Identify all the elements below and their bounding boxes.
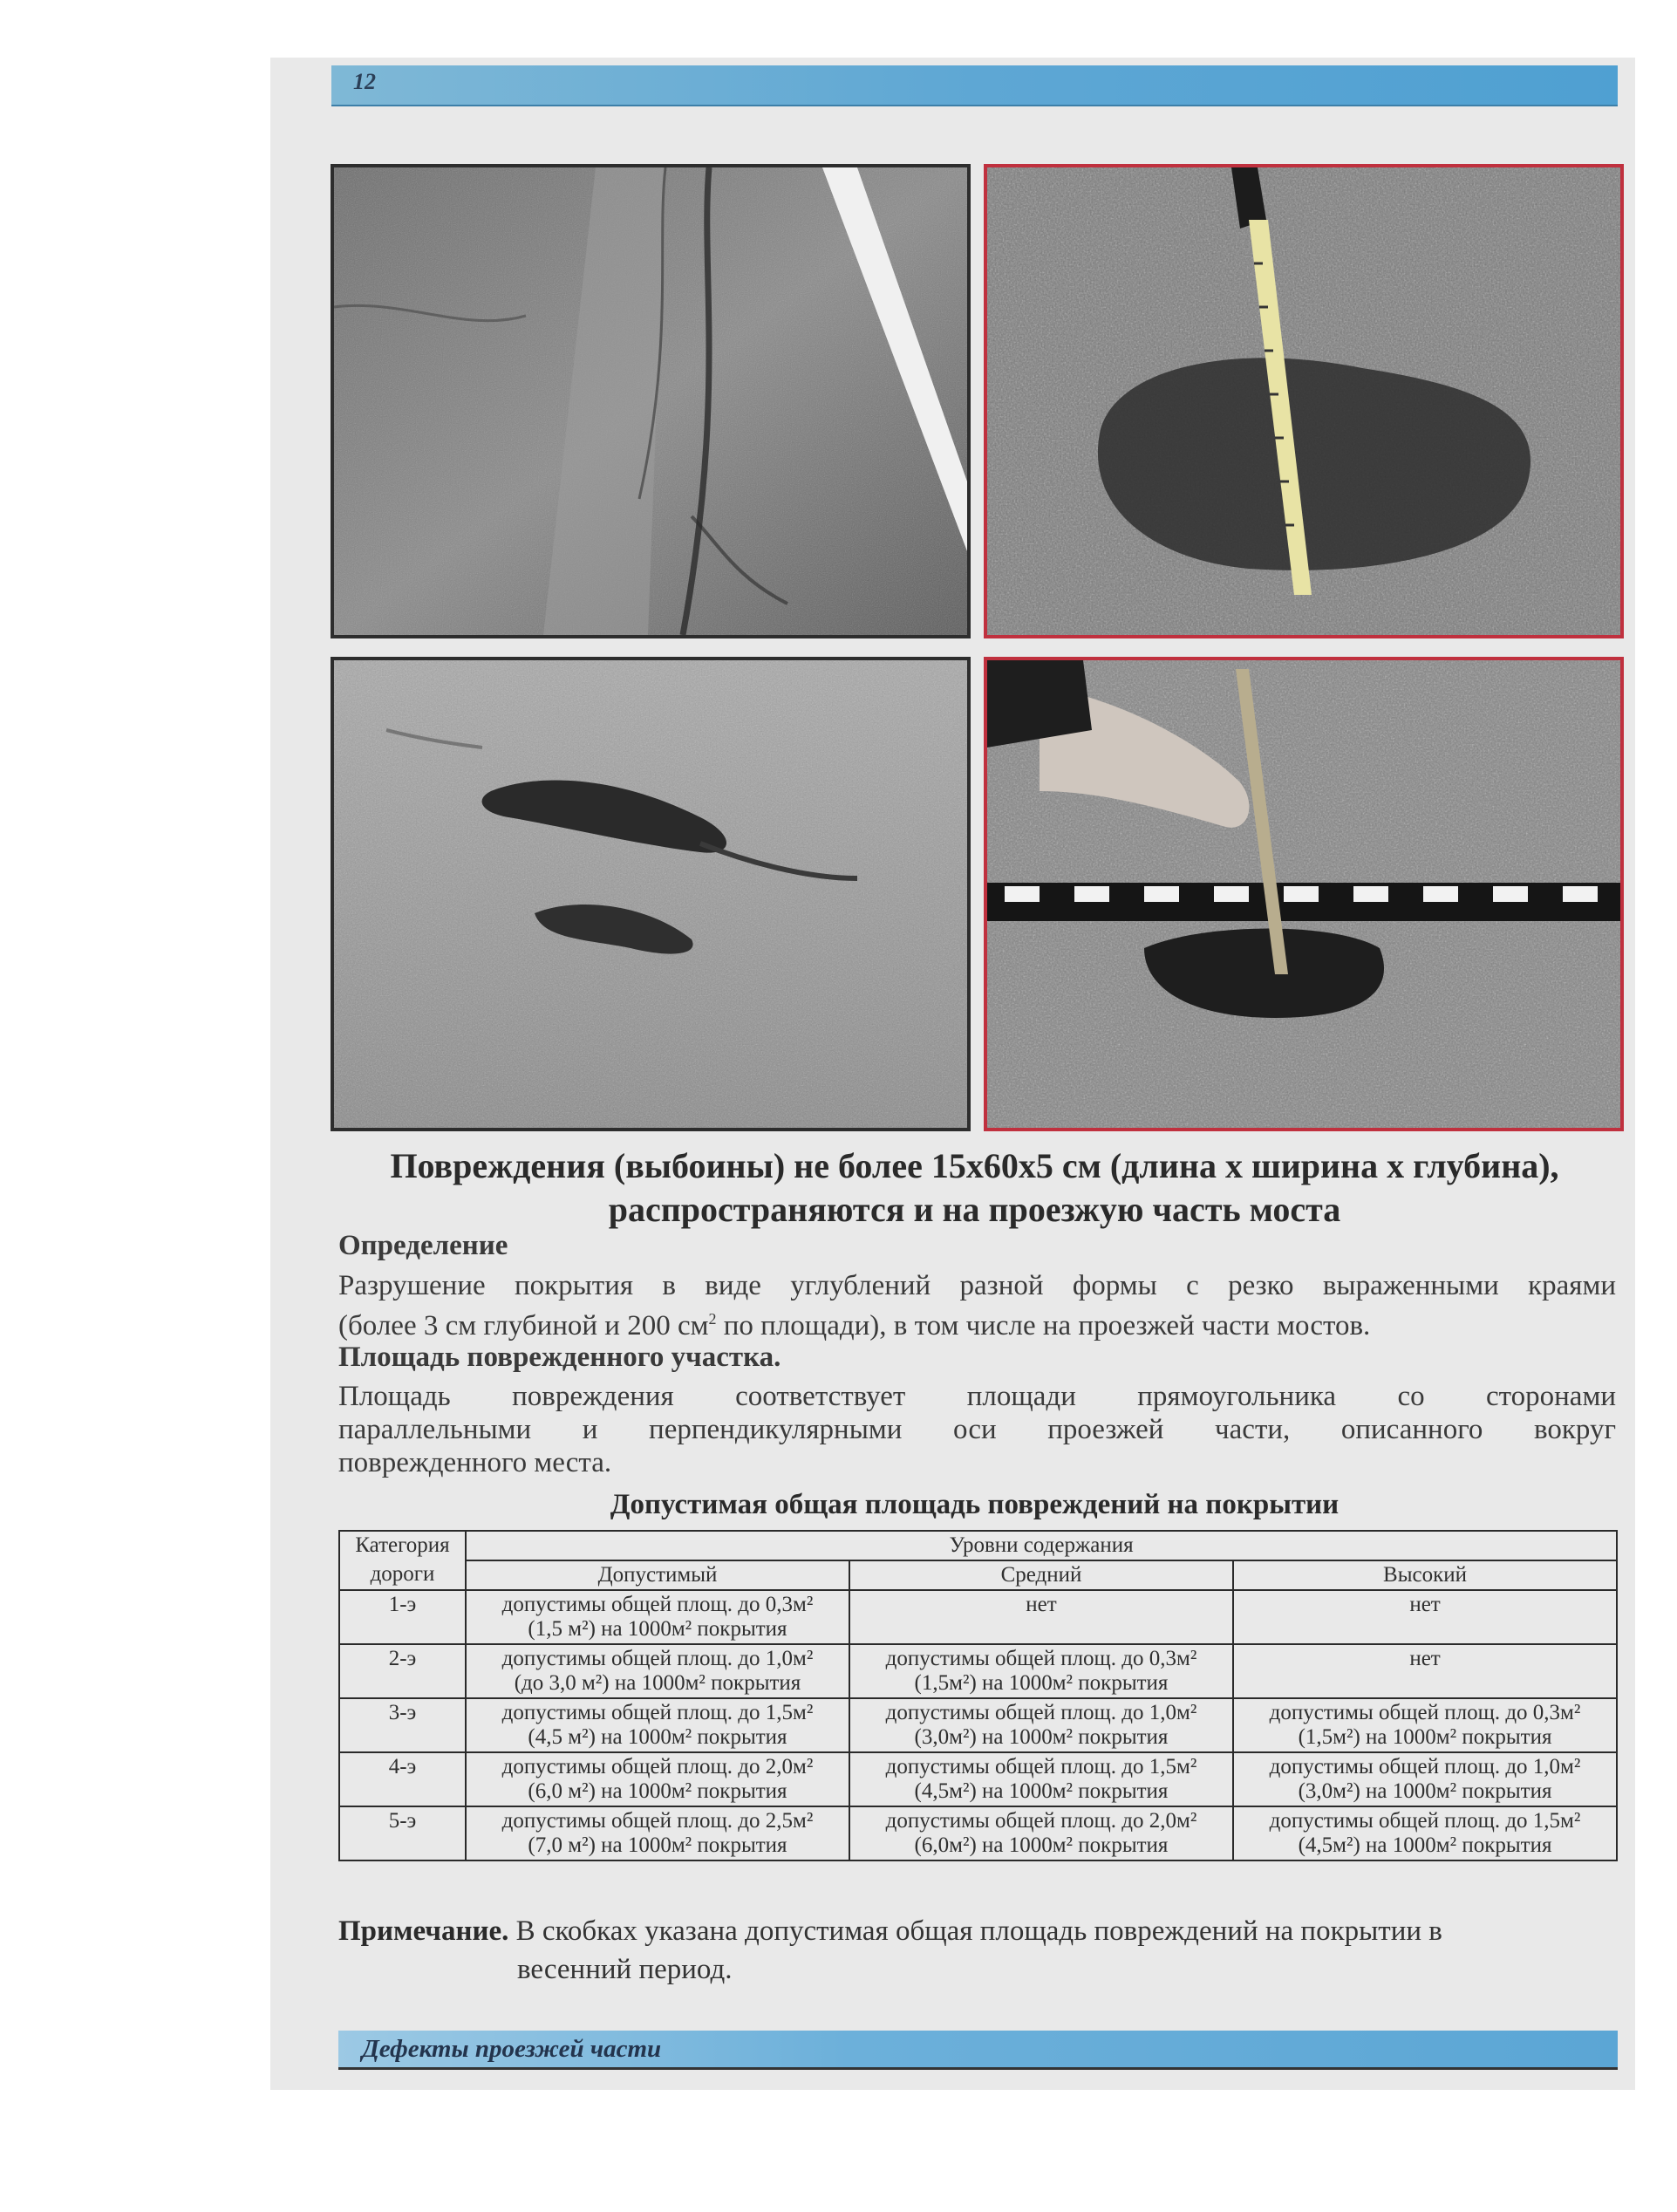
definition-superscript: 2	[708, 1310, 717, 1328]
cell-line: (1,5 м²) на 1000м² покрытия	[528, 1617, 787, 1641]
asphalt-potholes-photo	[331, 657, 971, 1131]
asphalt-cracks-image	[334, 167, 967, 635]
cell-line: нет	[1409, 1647, 1441, 1670]
definition-label: Определение	[338, 1230, 508, 1261]
cell-line: (1,5м²) на 1000м² покрытия	[914, 1671, 1169, 1695]
cell-permissible	[466, 1698, 849, 1752]
table-row	[339, 1752, 1617, 1806]
note-label: Примечание.	[338, 1915, 509, 1947]
area-line-2: параллельными и перпендикулярными оси проезжей части, описанного вокруг	[338, 1414, 1616, 1445]
pothole-ruler-measurement-photo	[984, 657, 1624, 1131]
table-subheader-row	[339, 1560, 1617, 1590]
cell-high	[1233, 1806, 1617, 1860]
cell-line: допустимы общей площ. до 1,0м²	[501, 1647, 814, 1670]
cell-line: (3,0м²) на 1000м² покрытия	[1298, 1779, 1552, 1803]
row-category: 3-э	[339, 1698, 466, 1752]
headline-line-2: распространяются и на проезжую часть моста	[608, 1190, 1341, 1229]
cell-line: допустимы общей площ. до 1,5м²	[501, 1701, 814, 1724]
note-line-1	[338, 1912, 1620, 1950]
cell-medium	[849, 1806, 1233, 1860]
cell-line: (до 3,0 м²) на 1000м² покрытия	[514, 1671, 801, 1695]
cell-line: нет	[1026, 1593, 1057, 1616]
cell-line: допустимы общей площ. до 0,3м²	[501, 1593, 814, 1616]
note	[338, 1912, 1620, 1989]
cell-high	[1233, 1752, 1617, 1806]
cell-line: (1,5м²) на 1000м² покрытия	[1298, 1725, 1552, 1749]
cell-medium	[849, 1752, 1233, 1806]
cell-line: (4,5м²) на 1000м² покрытия	[914, 1779, 1169, 1803]
cell-line: допустимы общей площ. до 2,0м²	[885, 1809, 1197, 1833]
definition-line-2-end: по площади), в том числе на проезжей части мостов.	[716, 1310, 1371, 1342]
cell-medium	[849, 1698, 1233, 1752]
levels-header: Уровни содержания	[466, 1531, 1617, 1560]
cell-permissible	[466, 1644, 849, 1698]
table-row	[339, 1806, 1617, 1860]
cell-line: допустимы общей площ. до 1,5м²	[1269, 1809, 1581, 1833]
table-row	[339, 1590, 1617, 1644]
cell-line: допустимы общей площ. до 1,0м²	[1269, 1755, 1581, 1778]
definition-line-2-start: (более 3 см глубиной и 200 см	[338, 1310, 709, 1342]
page-number: 12	[353, 69, 376, 94]
cell-line: допустимы общей площ. до 2,0м²	[501, 1755, 814, 1778]
cell-line: допустимы общей площ. до 2,5м²	[501, 1809, 814, 1833]
column-header-high: Высокий	[1233, 1560, 1617, 1590]
row-category: 4-э	[339, 1752, 466, 1806]
note-text-1: В скобках указана допустимая общая площадь повреждений на покрытии в	[508, 1915, 1442, 1947]
cell-line: допустимы общей площ. до 0,3м²	[1269, 1701, 1581, 1724]
section-headline	[331, 1144, 1618, 1232]
cell-line: (6,0 м²) на 1000м² покрытия	[528, 1779, 787, 1803]
cell-permissible	[466, 1590, 849, 1644]
cell-line: (4,5м²) на 1000м² покрытия	[1298, 1833, 1552, 1857]
table-title: Допустимая общая площадь повреждений на покрытии	[610, 1489, 1340, 1520]
table-header-row	[339, 1531, 1617, 1560]
cell-line: (4,5 м²) на 1000м² покрытия	[528, 1725, 787, 1749]
table-row	[339, 1698, 1617, 1752]
cell-medium	[849, 1590, 1233, 1644]
cell-line: (3,0м²) на 1000м² покрытия	[914, 1725, 1169, 1749]
column-header-medium: Средний	[849, 1560, 1233, 1590]
area-label: Площадь поврежденного участка.	[338, 1342, 781, 1373]
table-row	[339, 1644, 1617, 1698]
cell-permissible	[466, 1752, 849, 1806]
definition-line-2	[338, 1302, 1616, 1342]
cell-medium	[849, 1644, 1233, 1698]
cell-permissible	[466, 1806, 849, 1860]
definition-text	[338, 1269, 1616, 1342]
cell-line: (6,0м²) на 1000м² покрытия	[914, 1833, 1169, 1857]
footer-section-title: Дефекты проезжей части	[362, 2035, 662, 2063]
cell-high	[1233, 1698, 1617, 1752]
category-header-bottom: дороги	[339, 1560, 466, 1590]
cell-line: допустимы общей площ. до 1,0м²	[885, 1701, 1197, 1724]
asphalt-cracks-photo	[331, 164, 971, 638]
pothole-measuring-rod-image	[987, 167, 1620, 635]
cell-line: (7,0 м²) на 1000м² покрытия	[528, 1833, 787, 1857]
row-category: 1-э	[339, 1590, 466, 1644]
asphalt-potholes-image	[334, 660, 967, 1128]
header-bar	[331, 65, 1618, 106]
note-line-2: весенний период.	[517, 1954, 733, 1985]
area-line-3: поврежденного места.	[338, 1447, 612, 1478]
headline-line-1: Повреждения (выбоины) не более 15х60х5 см (длина х ширина х глубина),	[390, 1146, 1559, 1185]
pothole-ruler-measurement-image	[987, 660, 1620, 1128]
row-category: 2-э	[339, 1644, 466, 1698]
cell-line: допустимы общей площ. до 1,5м²	[885, 1755, 1197, 1778]
ruler-scale	[1005, 886, 1598, 902]
cell-line: нет	[1409, 1593, 1441, 1616]
area-line-1: Площадь повреждения соответствует площади прямоугольника со сторонами	[338, 1381, 1616, 1412]
pothole-measuring-rod-photo	[984, 164, 1624, 638]
cell-high	[1233, 1644, 1617, 1698]
definition-line-1: Разрушение покрытия в виде углублений разной формы с резко выраженными краями	[338, 1270, 1616, 1301]
row-category: 5-э	[339, 1806, 466, 1860]
cell-high	[1233, 1590, 1617, 1644]
damage-area-table	[338, 1530, 1618, 1861]
column-header-permissible: Допустимый	[466, 1560, 849, 1590]
area-text	[338, 1380, 1616, 1479]
cell-line: допустимы общей площ. до 0,3м²	[885, 1647, 1197, 1670]
category-header-top: Категория	[339, 1531, 466, 1560]
